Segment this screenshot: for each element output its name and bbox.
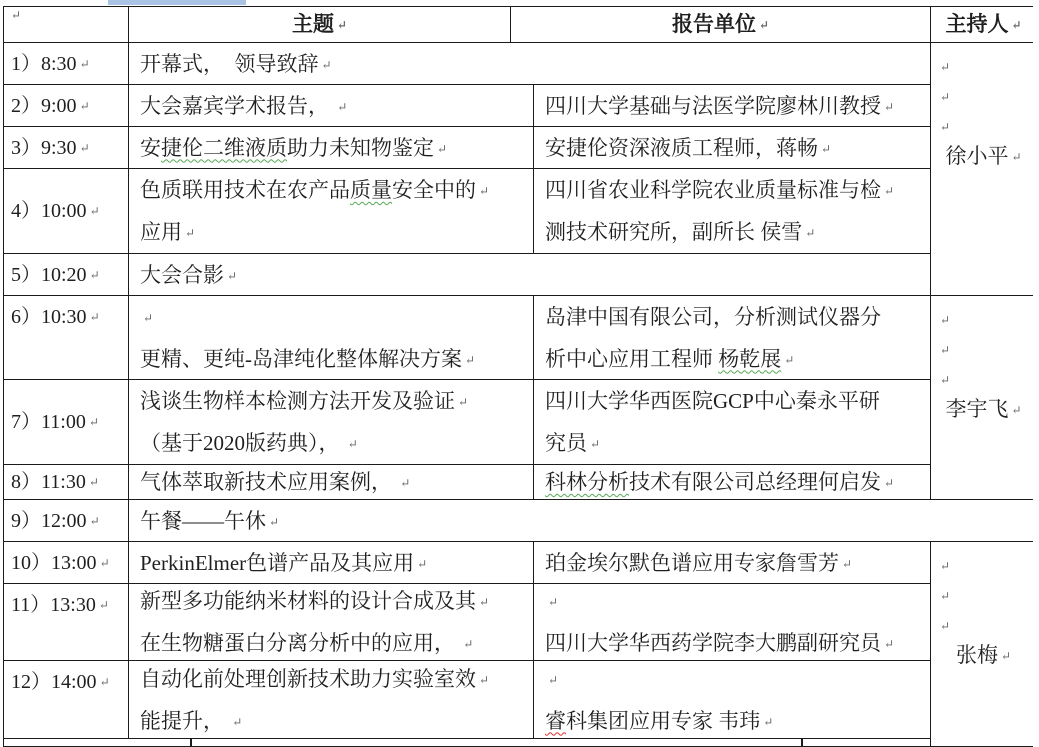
agenda-table	[3, 6, 1033, 747]
cell-topic-11[interactable]: 新型多功能纳米材料的设计合成及其 ↵ 在生物糖蛋白分离分析中的应用， ↵	[129, 584, 533, 660]
cell-topic-4[interactable]: 色质联用技术在农产品质量安全中的 ↵ 应用 ↵	[129, 169, 533, 253]
cell-topic-9[interactable]: 午餐——午休 ↵	[129, 500, 1036, 541]
cell-topic-7[interactable]: 浅谈生物样本检测方法开发及验证 ↵ （基于2020版药典）， ↵	[129, 380, 533, 464]
cell-unit-6[interactable]: 岛津中国有限公司，分析测试仪器分 析中心应用工程师 杨乾展 ↵	[534, 296, 930, 379]
host-cell-3[interactable]	[931, 542, 1036, 746]
cell-topic-10[interactable]: PerkinElmer色谱产品及其应用 ↵	[129, 542, 533, 583]
empty-paragraph	[931, 111, 1036, 141]
selection-highlight-artifact	[108, 0, 246, 5]
header-cell-unit[interactable]	[511, 7, 930, 42]
empty-paragraph	[931, 610, 1036, 640]
header-topic-label: 主题	[291, 12, 334, 36]
cell-time-5[interactable]: 5）10:20 ↵	[4, 254, 128, 295]
cell-topic-6[interactable]: ↵ 更精、更纯-岛津纯化整体解决方案 ↵	[129, 296, 533, 379]
cell-time-10[interactable]: 10）13:00 ↵	[4, 542, 128, 583]
host-cell-2[interactable]	[931, 296, 1036, 499]
cell-time-8[interactable]: 8）11:30 ↵	[4, 465, 128, 499]
host-name: 张梅	[955, 643, 998, 667]
cell-topic-3[interactable]: 安捷伦二维液质助力未知物鉴定 ↵	[129, 127, 533, 168]
cell-time-11[interactable]: 11）13:30 ↵	[4, 584, 128, 660]
next-row-column-divider	[801, 739, 803, 746]
next-row-column-divider	[190, 739, 192, 746]
next-row-partial[interactable]	[4, 739, 930, 746]
cell-unit-8[interactable]: 科林分析技术有限公司总经理何启发 ↵	[534, 465, 930, 499]
cell-time-7[interactable]: 7）11:00 ↵	[4, 380, 128, 464]
cell-time-4[interactable]: 4）10:00 ↵	[4, 169, 128, 253]
host-cell-1[interactable]	[931, 43, 1036, 295]
cell-unit-7[interactable]: 四川大学华西医院GCP中心秦永平研 究员 ↵	[534, 380, 930, 464]
cell-time-2[interactable]: 2）9:00 ↵	[4, 85, 128, 126]
cell-topic-2[interactable]: 大会嘉宾学术报告， ↵	[129, 85, 533, 126]
host-name: 李宇飞	[945, 397, 1009, 421]
empty-paragraph	[931, 580, 1036, 610]
empty-paragraph	[931, 364, 1036, 394]
empty-paragraph	[4, 7, 21, 22]
cell-time-1[interactable]: 1）8:30 ↵	[4, 43, 128, 84]
empty-paragraph	[931, 334, 1036, 364]
empty-paragraph	[931, 550, 1036, 580]
empty-paragraph	[931, 81, 1036, 111]
cell-unit-4[interactable]: 四川省农业科学院农业质量标准与检 ↵ 测技术研究所，副所长 侯雪 ↵	[534, 169, 930, 253]
header-host-label: 主持人	[945, 12, 1009, 36]
header-unit-label: 报告单位	[671, 12, 756, 36]
cell-topic-1[interactable]: 开幕式， 领导致辞 ↵	[129, 43, 930, 84]
cell-time-12[interactable]: 12）14:00 ↵	[4, 661, 128, 738]
cell-unit-11[interactable]: ↵ 四川大学华西药学院李大鹏副研究员 ↵	[534, 584, 930, 660]
empty-paragraph	[931, 304, 1036, 334]
cell-time-3[interactable]: 3）9:30 ↵	[4, 127, 128, 168]
cell-unit-10[interactable]: 珀金埃尔默色谱应用专家詹雪芳 ↵	[534, 542, 930, 583]
cell-topic-5[interactable]: 大会合影 ↵	[129, 254, 930, 295]
cell-unit-3[interactable]: 安捷伦资深液质工程师，蒋畅 ↵	[534, 127, 930, 168]
header-cell-topic[interactable]	[129, 7, 510, 42]
cell-unit-2[interactable]: 四川大学基础与法医学院廖林川教授 ↵	[534, 85, 930, 126]
host-name: 徐小平	[945, 144, 1009, 168]
header-cell-host[interactable]	[931, 7, 1036, 42]
cell-topic-12[interactable]: 自动化前处理创新技术助力实验室效 ↵ 能提升， ↵	[129, 661, 533, 738]
cell-topic-8[interactable]: 气体萃取新技术应用案例， ↵	[129, 465, 533, 499]
cell-unit-12[interactable]: ↵ 睿科集团应用专家 韦玮 ↵	[534, 661, 930, 738]
cell-time-9[interactable]: 9）12:00 ↵	[4, 500, 128, 541]
header-cell-time[interactable]	[4, 7, 128, 42]
cell-time-6[interactable]: 6）10:30 ↵	[4, 296, 128, 379]
empty-paragraph	[931, 51, 1036, 81]
